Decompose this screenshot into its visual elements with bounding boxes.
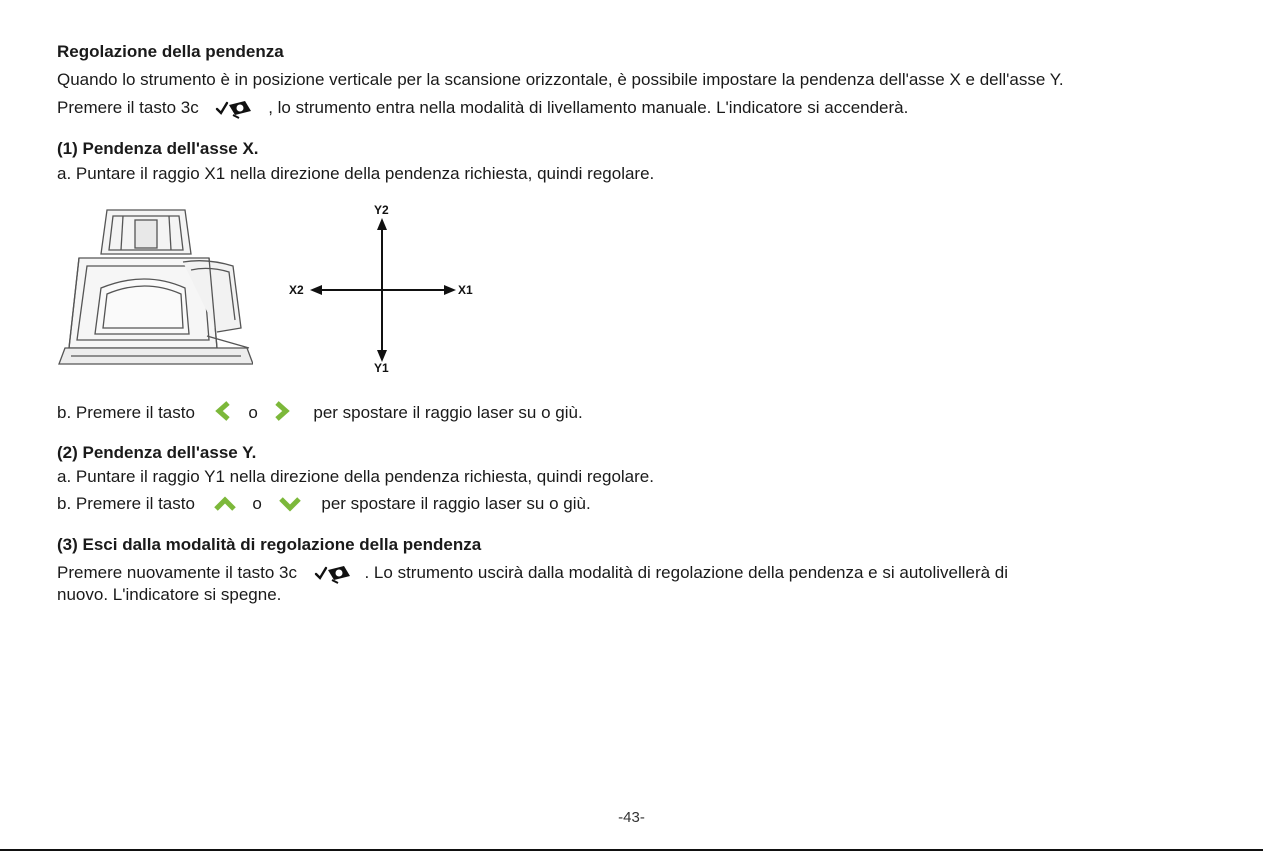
section1-step-a: a. Puntare il raggio X1 nella direzione della pendenza richiesta, quindi regolare. — [57, 164, 655, 183]
chevron-down-icon — [277, 495, 303, 518]
section2-title: (2) Pendenza dell'asse Y. — [57, 443, 257, 462]
section2-step-a: a. Puntare il raggio Y1 nella direzione della pendenza richiesta, quindi regolare. — [57, 467, 654, 486]
page-number: -43- — [618, 809, 645, 826]
intro-text-line2-end: , lo strumento entra nella modalità di livellamento manuale. L'indicatore si accenderà. — [268, 98, 909, 117]
chevron-right-icon — [273, 400, 291, 427]
label-x2: X2 — [289, 283, 304, 297]
section1-title: (1) Pendenza dell'asse X. — [57, 139, 259, 158]
intro-text-line1: Quando lo strumento è in posizione verticale per la scansione orizzontale, è possibile impostare la pendenza dell'asse X e dell'asse Y. — [57, 70, 1064, 89]
section1-step-b-suffix: per spostare il raggio laser su o giù. — [313, 403, 583, 422]
intro-text-line2 — [57, 97, 908, 124]
section3-title: (3) Esci dalla modalità di regolazione della pendenza — [57, 535, 482, 554]
tilt-mode-icon — [314, 562, 354, 589]
intro-text-line2-start: Premere il tasto 3c — [57, 98, 199, 117]
label-x1: X1 — [458, 283, 473, 297]
chevron-left-icon — [214, 400, 232, 427]
axis-diagram — [280, 200, 490, 375]
y2-arrowhead — [377, 218, 387, 230]
section1-step-b-prefix: b. Premere il tasto — [57, 403, 195, 422]
section1-step-b — [57, 400, 583, 427]
section1-step-b-or: o — [248, 403, 258, 422]
section2-step-b-prefix: b. Premere il tasto — [57, 494, 195, 513]
rotary-laser-illustration — [57, 208, 253, 370]
label-y1: Y1 — [374, 361, 389, 375]
section3-line1-end: . Lo strumento uscirà dalla modalità di regolazione della pendenza e si autolivellerà di — [364, 563, 1009, 582]
section2-step-b-suffix: per spostare il raggio laser su o giù. — [321, 494, 591, 513]
chevron-up-icon — [212, 495, 238, 518]
x1-arrowhead — [444, 285, 456, 295]
x2-arrowhead — [310, 285, 322, 295]
section3-line2: nuovo. L'indicatore si spegne. — [57, 585, 282, 604]
section-heading: Regolazione della pendenza — [57, 42, 284, 61]
section3-line1-start: Premere nuovamente il tasto 3c — [57, 563, 298, 582]
section2-step-b — [57, 494, 591, 518]
tilt-mode-icon — [215, 97, 255, 124]
label-y2: Y2 — [374, 203, 389, 217]
section2-step-b-or: o — [252, 494, 262, 513]
